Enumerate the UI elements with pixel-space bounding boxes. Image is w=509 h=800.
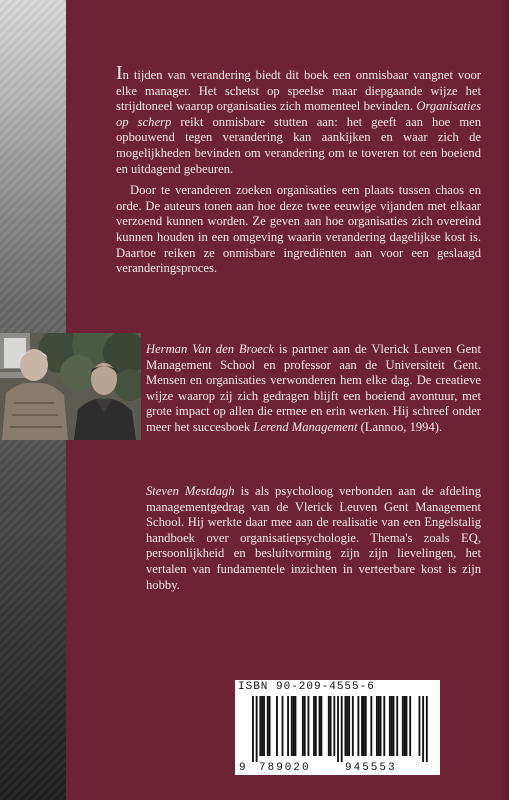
barcode-bar [376,696,378,756]
barcode-bar [363,696,365,756]
barcode-bar [259,696,261,756]
barcode-bar [391,696,393,756]
barcode-bar [348,696,350,756]
barcode-bar [256,696,258,762]
barcode-bar [267,696,269,756]
barcode-bar [365,696,367,756]
blurb-block [116,62,482,283]
author-1-name: Herman Van den Broeck [146,342,275,356]
barcode-bar [402,696,404,756]
barcode-bar [263,696,265,756]
barcode-bar [380,696,382,756]
barcode-bar [396,696,398,756]
barcode-bar [315,696,317,756]
barcode-bar [378,696,380,756]
barcode-bar [320,696,322,756]
barcode-bar [328,696,330,756]
cover-edge [501,0,509,800]
barcode-bar [357,696,359,756]
blurb-paragraph-1: In tijden van verandering biedt dit boek een onmisbaar vangnet voor elke manager. Het schetst op speelse maar diepgaande wijze het strijdtoneel waarop organisaties zich momenteel bevinden. Organisaties op scherp reikt onmisbare stutten aan: het geeft aan hoe men opbouwend tegen verandering kan aankijken en waar zich de mogelijkheden bevinden om verandering om te toveren tot een boeiend en uitdagend gebeuren. [116,62,482,176]
barcode-bar [287,696,289,756]
barcode-bar [346,696,348,756]
barcode-bar [261,696,263,756]
blurb-paragraph-2: Door te veranderen zoeken organisaties een plaats tussen chaos en orde. De auteurs tonen aan hoe deze twee eeuwige vijanden met elkaar verzoend kunnen worden. Ze geven aan hoe organisaties zich overeind kunnen houden in een omgeving waarin verandering dagelijkse kost is. Daartoe reiken ze onmisbare ingrediënten aan voor een geslaagd veranderingsproces. [116,183,481,276]
barcode-bar [302,696,304,756]
barcode-bar [383,696,385,756]
barcode-bar [333,696,335,756]
barcode-digits-left: 789020 [259,762,311,774]
isbn-barcode [235,680,440,775]
author-1-bio: Herman Van den Broeck is partner aan de Vlerick Leuven Gent Management School en professor aan de Universiteit Gent. Mensen en organisaties verwonderen hem elke dag. De creatieve wijze waarop zij zich gedragen blijft een boeiend avontuur, met grote impact op allen die ermee en erin werken. Hij schreef onder meer het succesboek Lerend Management (Lannoo, 1994). [146,342,481,434]
barcode-bar [393,696,395,756]
drop-initial: I [116,62,123,84]
barcode-bar [345,696,347,756]
barcode-bar [308,696,310,756]
barcode-bar [361,696,363,756]
barcode-bar [337,696,339,762]
barcode-digits-right: 945553 [345,762,397,774]
barcode-bar [406,696,408,756]
barcode-bar [313,696,315,756]
barcode-bar [409,696,411,756]
author-2-bio: Steven Mestdagh is als psycholoog verbonden aan de afdeling managementgedrag van de Vlerick Leuven Gent Management School. Hij werkte daar mee aan de realisatie van een Engelstalig handboek over organisatiepsychologie. Thema's zoals EQ, persoonlijkheid en besluitvorming zijn zijn lievelingen, het vertalen van fundamentele inzichten in verteerbare kost is zijn hobby. [146,484,481,592]
barcode-bar [252,696,254,762]
barcode-digit-lead: 9 [239,762,246,774]
barcode-bar [319,696,321,756]
barcode-bar [404,696,406,756]
barcode-bar [293,696,295,756]
barcode-bar [282,696,284,756]
barcode-bar [389,696,391,756]
author-2-name: Steven Mestdagh [146,484,235,498]
barcode-bar [422,696,424,762]
barcode-bar [419,696,421,756]
author-1-book: Lerend Management [253,419,358,434]
author-photo [0,333,141,440]
barcode-bar [370,696,372,756]
barcode-bar [426,696,428,762]
isbn-label: ISBN 90-209-4555-6 [238,681,375,693]
barcode-bar [330,696,332,756]
barcode-bar [291,696,293,756]
barcode-bar [295,696,297,756]
barcode-bar [276,696,278,756]
barcode-bar [352,696,354,756]
barcode-bar [304,696,306,756]
barcode-bar [341,696,343,762]
barcode-bar [269,696,271,756]
